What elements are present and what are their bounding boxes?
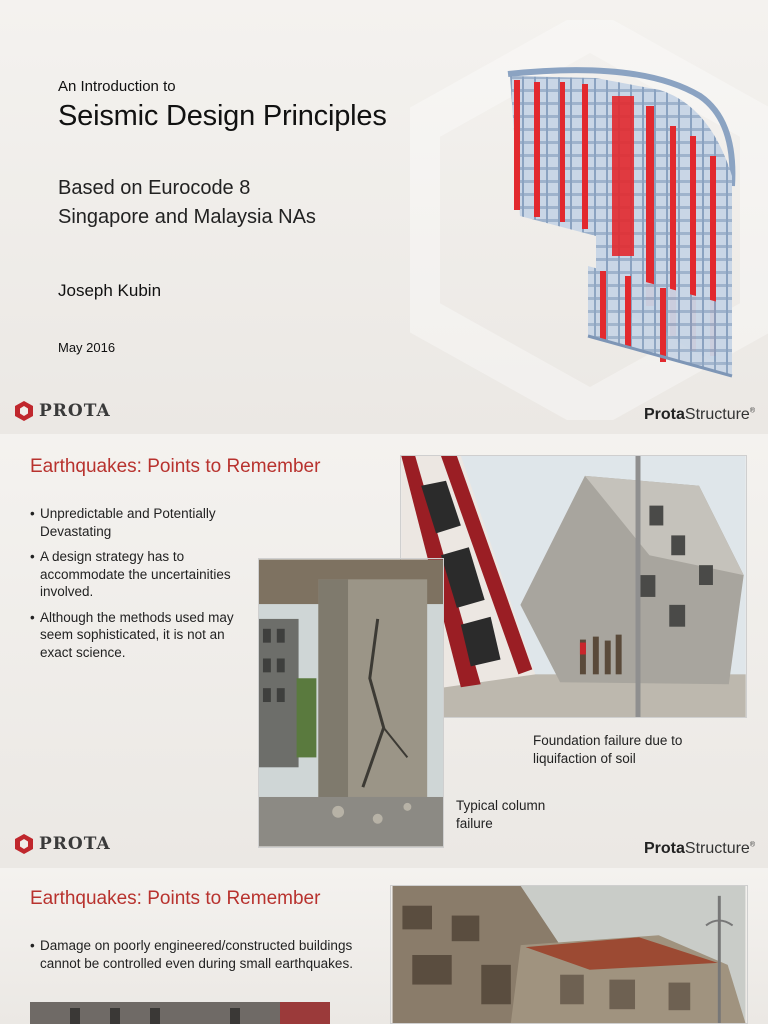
collapsed-buildings-photo — [390, 885, 748, 1024]
registered-mark: ® — [749, 841, 755, 849]
protastructure-logo-bold: Prota — [644, 406, 685, 423]
prota-logo — [13, 833, 111, 855]
prota-wordmark: PROTA — [39, 401, 111, 421]
slide-heading: Earthquakes: Points to Remember — [30, 456, 321, 477]
bullet-list — [30, 937, 375, 980]
column-failure-photo — [258, 558, 444, 848]
subtitle-line-2: Singapore and Malaysia NAs — [58, 206, 316, 228]
protastructure-logo-light: Structure — [684, 406, 750, 423]
prota-logo — [13, 400, 111, 422]
protastructure-logo-bold: Prota — [644, 840, 685, 857]
slide-heading: Earthquakes: Points to Remember — [30, 888, 321, 909]
building-photo-partial — [30, 1002, 330, 1024]
foundation-failure-caption: Foundation failure due to liquifaction of soil — [533, 733, 683, 766]
prota-hexagon-logo-icon — [13, 833, 35, 855]
points-slide-1 — [0, 434, 768, 868]
foundation-failure-photo — [400, 455, 747, 718]
bullet-item: • Unpredictable and Potentially Devastating — [30, 505, 252, 540]
column-failure-caption: Typical column failure — [456, 798, 546, 831]
bullet-list — [30, 505, 252, 669]
presentation-title: Seismic Design Principles — [58, 100, 387, 132]
prota-hexagon-logo-icon — [13, 400, 35, 422]
protastructure-logo — [644, 840, 755, 858]
bullet-item: • Damage on poorly engineered/constructed buildings cannot be controlled even during small earthquakes. — [30, 937, 375, 972]
registered-mark: ® — [749, 407, 755, 415]
protastructure-logo-light: Structure — [684, 840, 750, 857]
points-slide-2 — [0, 868, 768, 1024]
subtitle-line-1: Based on Eurocode 8 — [58, 177, 251, 199]
bullet-item: • A design strategy has to accommodate the uncertainities involved. — [30, 548, 252, 601]
intro-text: An Introduction to — [58, 78, 176, 95]
presentation-date: May 2016 — [58, 340, 116, 355]
title-slide — [0, 0, 768, 434]
author-name: Joseph Kubin — [58, 281, 162, 300]
building-model-illustration — [500, 66, 740, 382]
prota-wordmark: PROTA — [39, 834, 111, 854]
protastructure-logo — [644, 406, 755, 424]
bullet-item: • Although the methods used may seem sophisticated, it is not an exact science. — [30, 609, 252, 662]
